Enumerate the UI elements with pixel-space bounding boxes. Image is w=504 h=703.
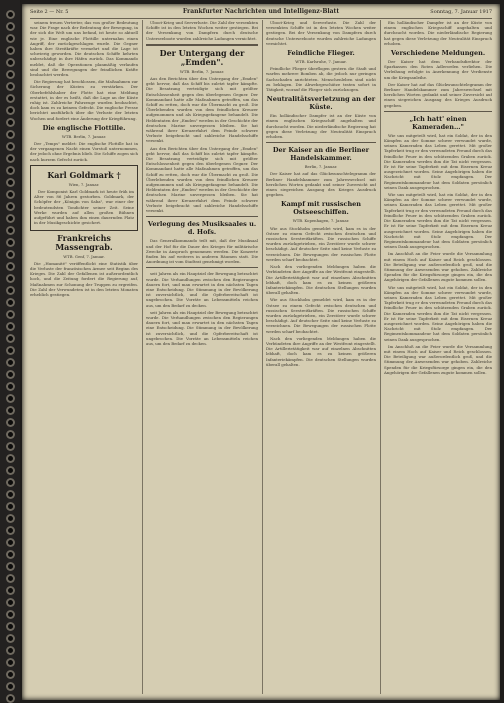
- article-text: Aus den Berichten über den Untergang der „Emden" geht hervor, daß das Schiff bis zuletzt tapfer kämpfte. Die Besatzung verteidigte sich mit größter Entschlossenheit gegen den überlegenen Gegner. Der Kommandant hatte alle Maßnahmen getroffen, um das Schiff zu retten, doch war die Übermacht zu groß. Die Überlebenden wurden von dem feindlichen Kreuzer aufgenommen und als Kriegsgefangene behandelt. Die Heldentaten der „Emden" werden in der Geschichte der deutschen Marine unvergessen bleiben. Sie hat während ihrer Kreuzerfahrt dem Feinde schwere Verluste beigebracht und zahlreiche Handelsschiffe versenkt.: [146, 145, 258, 214]
- binding-hole: [6, 430, 15, 439]
- binding-hole: [6, 394, 15, 403]
- column-divider: [142, 20, 143, 694]
- headline-verlegung: Verlegung des Musiksaales u. d. Hofs.: [147, 220, 257, 237]
- headline-verschiedenes: Verschiedene Meldungen.: [390, 49, 486, 58]
- binding-hole: [6, 634, 15, 643]
- headline-kueste: Neutralitätsverletzung an der Küste.: [266, 95, 376, 112]
- binding-hole: [6, 574, 15, 583]
- dateline: WTB. Kopenhagen, 7. Januar.: [292, 218, 350, 224]
- article-text: Uboot-Krieg und Seeverluste. Die Zahl der versenkten Schiffe ist in den letzten Wochen weiter gestiegen. Bei der Versenkung von Dampfern durch deutsche Unterseeboote wurden zahlreiche Ladungen vernichtet.: [146, 20, 258, 41]
- dateline: Wien, 7. Januar.: [68, 181, 100, 187]
- binding-hole: [6, 178, 15, 187]
- binding-hole: [6, 214, 15, 223]
- binding-hole: [6, 226, 15, 235]
- headline-goldmark: Karl Goldmark †: [47, 169, 121, 180]
- headline-frankreich: Frankreichs Massengrab.: [55, 232, 113, 252]
- page-header: [30, 8, 492, 19]
- binding-hole: [6, 34, 15, 43]
- binding-hole: [6, 454, 15, 463]
- newspaper-page: [22, 4, 500, 700]
- headline-flotte: Die englische Flottille.: [42, 123, 126, 132]
- binding-hole: [6, 142, 15, 151]
- binding-hole: [6, 358, 15, 367]
- binding-hole: [6, 586, 15, 595]
- binding-hole: [6, 322, 15, 331]
- article-text: Im Anschluß an die Feier wurde die Versammlung mit einem Hoch auf Kaiser und Reich geschlossen. Die Beteiligung war außerordentlich groß, und die Stimmung der Anwesenden war gehoben. Zahlreiche Spenden für die Kriegsfürsorge gingen ein, die den Angehörigen der Gefallenen zugute kommen sollen.: [384, 251, 492, 283]
- binding-hole: [6, 490, 15, 499]
- binding-hole: [6, 562, 15, 571]
- article-text: Die „Humanité" veröffentlicht eine Statistik über die Verluste der französischen Armee seit Beginn des Krieges. Die Zahl der Gefallenen ist außerordentlich hoch, und die Zeitung fordert die Regierung auf, Maßnahmen zur Schonung der Truppen zu ergreifen. Die Zahl der Verwundeten ist in den letzten Monaten erheblich gestiegen.: [30, 260, 138, 297]
- article-text: Das Generalkommando teilt mit, daß der Musiksaal und der Hof für die Dauer des Krieges für militärische Zwecke in Anspruch genommen werden. Die Konzerte finden bis auf weiteres in anderen Räumen statt. Die Anordnung ist vom Stadtrat genehmigt worden.: [146, 238, 258, 265]
- binding-hole: [6, 10, 15, 19]
- dateline: WTB. Berlin, 7. Januar.: [179, 68, 225, 74]
- binding-hole: [6, 442, 15, 451]
- goldmark-box: [30, 165, 138, 231]
- issue-date: Sonntag, 7. Januar 1917: [430, 9, 492, 15]
- article-text: Der Kaiser hat dem Verbandsdirektor der Sparkassen den Roten Adlerorden verliehen. Die Verleihung erfolgte in Anerkennung der Verdienste um die Kriegsanleihe.: [384, 59, 492, 80]
- binding-hole: [6, 58, 15, 67]
- article-text: Ein holländischer Dampfer ist an der Küste von einem englischen Kriegsschiff angehalten und durchsucht worden. Die niederländische Regierung hat gegen diese Verletzung der Neutralität Einspruch erhoben.: [384, 20, 492, 46]
- binding-hole: [6, 478, 15, 487]
- section-divider: [146, 216, 258, 217]
- article-text: Feindliche Flieger überflogen gestern die Stadt und warfen mehrere Bomben ab, die jedoch nur geringen Sachschaden anrichteten. Menschenleben sind nicht zu beklagen. Die Abwehrgeschütze traten sofort in Tätigkeit, worauf die Flieger sich zurückzogen.: [266, 66, 376, 93]
- binding-hole: [6, 274, 15, 283]
- article-text: Wie uns mitgeteilt wird, hat ein Soldat, der in den Kämpfen an der Somme schwer verwundet wurde, seinen Kameraden das Leben gerettet. Mit großer Tapferkeit trug er den verwundeten Freund durch das feindliche Feuer in den schützenden Graben zurück. Die Kameraden werden ihm die Tat nicht vergessen. Er ist für seine Tapferkeit mit dem Eisernen Kreuz ausgezeichnet worden. Seine Angehörigen haben die Nachricht mit Stolz empfangen. Der Regimentskommandeur hat dem Soldaten persönlich seinen Dank ausgesprochen.: [384, 132, 492, 190]
- binding-hole: [6, 346, 15, 355]
- binding-hole: [6, 190, 15, 199]
- article-text: Ein holländischer Dampfer ist an der Küste von einem englischen Kriegsschiff angehalten und durchsucht worden. Die niederländische Regierung hat gegen diese Verletzung der Neutralität Einspruch erhoben.: [266, 113, 376, 140]
- binding-hole: [6, 658, 15, 667]
- binding-hole: [6, 466, 15, 475]
- article-text: Uboot-Krieg und Seeverluste. Die Zahl der versenkten Schiffe ist in den letzten Wochen weiter gestiegen. Bei der Versenkung von Dampfern durch deutsche Unterseeboote wurden zahlreiche Ladungen vernichtet.: [266, 20, 376, 46]
- binding-hole: [6, 538, 15, 547]
- headline-kamerad: „Ich hatt' einen Kameraden…": [409, 114, 467, 131]
- binding-hole: [6, 106, 15, 115]
- binding-hole: [6, 166, 15, 175]
- binding-hole: [6, 418, 15, 427]
- binding-hole: [6, 70, 15, 79]
- binding-hole: [6, 502, 15, 511]
- article-text: Wie aus Stockholm gemeldet wird, kam es in der Ostsee zu einem Gefecht zwischen deutschen und russischen Seestreitkräften. Die russischen Schiffe wurden zurückgetrieben, ein Zerstörer wurde schwer beschädigt. Auf deutscher Seite sind keine Verluste zu verzeichnen. Die Bewegungen der russischen Flotte werden scharf beobachtet.: [266, 297, 376, 334]
- article-text: Wie aus Stockholm gemeldet wird, kam es in der Ostsee zu einem Gefecht zwischen deutschen und russischen Seestreitkräften. Die russischen Schiffe wurden zurückgetrieben, ein Zerstörer wurde schwer beschädigt. Auf deutscher Seite sind keine Verluste zu verzeichnen. Die Bewegungen der russischen Flotte werden scharf beobachtet.: [266, 225, 376, 262]
- binding-hole: [6, 550, 15, 559]
- binding-hole: [6, 682, 15, 691]
- column-4: [384, 20, 492, 694]
- binding-hole: [6, 94, 15, 103]
- binding-hole: [6, 406, 15, 415]
- column-divider: [380, 20, 381, 694]
- binding-hole: [6, 334, 15, 343]
- binding-hole: [6, 298, 15, 307]
- binding-hole: [6, 262, 15, 271]
- dateline: Berlin, 7. Januar.: [304, 164, 338, 170]
- article-text: seit Jahren als ein Hauptziel der Bewegung betrachtet wurde. Die Verhandlungen zwischen den Regierungen dauern fort, und man erwartet in den nächsten Tagen eine Entscheidung. Die Stimmung in der Bevölkerung ist zuversichtlich, und die Opferbereitschaft ist ungebrochen. Die Vorräte an Lebensmitteln reichen aus, um den Bedarf zu decken.: [146, 309, 258, 346]
- spiral-binding: [0, 0, 20, 702]
- article-text: Der Kaiser hat auf das Glückwunschtelegramm der Berliner Handelskammer zum Jahreswechsel mit herzlichen Worten gedankt und seiner Zuversicht auf einen siegreichen Ausgang des Krieges Ausdruck gegeben.: [266, 171, 376, 198]
- binding-hole: [6, 370, 15, 379]
- binding-hole: [6, 22, 15, 31]
- newspaper-title: Frankfurter Nachrichten und Intelligenz-Blatt: [182, 8, 340, 15]
- binding-hole: [6, 250, 15, 259]
- column-divider: [262, 20, 263, 694]
- dateline: WTB. Berlin, 7. Januar.: [61, 133, 107, 139]
- binding-hole: [6, 670, 15, 679]
- headline-flieger: Feindliche Flieger.: [287, 49, 355, 58]
- binding-hole: [6, 202, 15, 211]
- dateline: WTB. Karlsruhe, 7. Januar.: [295, 59, 347, 65]
- binding-hole: [6, 286, 15, 295]
- binding-hole: [6, 610, 15, 619]
- article-text: Nach den vorliegenden Meldungen haben die Verbündeten ihre Angriffe an der Westfront eingestellt. Die Artillerietätigkeit war auf einzelnen Abschnitten lebhaft, doch kam es zu keinen größeren Infanteriekämpfen. Die deutschen Stellungen wurden überall gehalten.: [266, 335, 376, 367]
- binding-hole: [6, 154, 15, 163]
- binding-hole: [6, 130, 15, 139]
- article-text: Der Kaiser hat auf das Glückwunschtelegramm der Berliner Handelskammer zum Jahreswechsel mit herzlichen Worten gedankt und seiner Zuversicht auf einen siegreichen Ausgang des Krieges Ausdruck gegeben.: [384, 81, 492, 108]
- column-1: [30, 20, 138, 694]
- article-text: Nach den vorliegenden Meldungen haben die Verbündeten ihre Angriffe an der Westfront eingestellt. Die Artillerietätigkeit war auf einzelnen Abschnitten lebhaft, doch kam es zu keinen größeren Infanteriekämpfen. Die deutschen Stellungen wurden überall gehalten.: [266, 264, 376, 296]
- binding-hole: [6, 598, 15, 607]
- dateline: WTB. Genf, 7. Januar.: [63, 253, 105, 259]
- binding-hole: [6, 514, 15, 523]
- page-number: Seite 2 — Nr. 5: [30, 9, 69, 15]
- headline-russisch: Kampf mit russischen Ostseeschiffen.: [280, 200, 362, 217]
- binding-hole: [6, 622, 15, 631]
- section-divider: [146, 267, 258, 268]
- binding-hole: [6, 310, 15, 319]
- article-text: Wie uns mitgeteilt wird, hat ein Soldat, der in den Kämpfen an der Somme schwer verwundet wurde, seinen Kameraden das Leben gerettet. Mit großer Tapferkeit trug er den verwundeten Freund durch das feindliche Feuer in den schützenden Graben zurück. Die Kameraden werden ihm die Tat nicht vergessen. Er ist für seine Tapferkeit mit dem Eisernen Kreuz ausgezeichnet worden. Seine Angehörigen haben die Nachricht mit Stolz empfangen. Der Regimentskommandeur hat dem Soldaten persönlich seinen Dank ausgesprochen.: [384, 192, 492, 250]
- binding-hole: [6, 526, 15, 535]
- binding-hole: [6, 46, 15, 55]
- article-text: seinem treuen Vertreter, das von großer Bedeutung war. Die Frage nach der Bedeutung der Bewegung, in der sich die Welt um uns befand, ist heute so aktuell wie je. Eine englische Flottille unternahm einen Angriff, der zurückgeschlagen wurde. Die Gegner haben ihre Streitkräfte vermehrt und die Lage ist schwierig geworden. Die deutschen Schiffe kehrten unbeschädigt in ihre Häfen zurück. Das Kommando meldet, daß die Operationen planmäßig verlaufen sind und die Bewegungen der feindlichen Kräfte beobachtet werden.: [30, 20, 138, 78]
- column-2: [146, 20, 258, 694]
- binding-hole: [6, 82, 15, 91]
- section-divider: [266, 142, 376, 143]
- binding-hole: [6, 238, 15, 247]
- article-text: Die Regierung hat beschlossen, die Maßnahmen zur Sicherung der Küsten zu verstärken. Der Oberbefehlshaber der Flotte hat eine Meldung erstattet, in der es heißt, daß die Lage an der Küste ruhig ist. Zahlreiche Fahrzeuge wurden beobachtet, doch kam es zu keinem Gefecht. Die englische Presse berichtet ausführlich über die Verluste der letzten Wochen und fordert eine Änderung der Kriegführung.: [30, 79, 138, 121]
- article-text: Wie uns mitgeteilt wird, hat ein Soldat, der in den Kämpfen an der Somme schwer verwundet wurde, seinen Kameraden das Leben gerettet. Mit großer Tapferkeit trug er den verwundeten Freund durch das feindliche Feuer in den schützenden Graben zurück. Die Kameraden werden ihm die Tat nicht vergessen. Er ist für seine Tapferkeit mit dem Eisernen Kreuz ausgezeichnet worden. Seine Angehörigen haben die Nachricht mit Stolz empfangen. Der Regimentskommandeur hat dem Soldaten persönlich seinen Dank ausgesprochen.: [384, 284, 492, 342]
- binding-hole: [6, 646, 15, 655]
- article-text: seit Jahren als ein Hauptziel der Bewegung betrachtet wurde. Die Verhandlungen zwischen den Regierungen dauern fort, und man erwartet in den nächsten Tagen eine Entscheidung. Die Stimmung in der Bevölkerung ist zuversichtlich, und die Opferbereitschaft ist ungebrochen. Die Vorräte an Lebensmitteln reichen aus, um den Bedarf zu decken.: [146, 271, 258, 308]
- headline-kaiser: Der Kaiser an die Berliner Handelskammer.: [272, 146, 370, 163]
- article-text: Aus den Berichten über den Untergang der „Emden" geht hervor, daß das Schiff bis zuletzt tapfer kämpfte. Die Besatzung verteidigte sich mit größter Entschlossenheit gegen den überlegenen Gegner. Der Kommandant hatte alle Maßnahmen getroffen, um das Schiff zu retten, doch war die Übermacht zu groß. Die Überlebenden wurden von dem feindlichen Kreuzer aufgenommen und als Kriegsgefangene behandelt. Die Heldentaten der „Emden" werden in der Geschichte der deutschen Marine unvergessen bleiben. Sie hat während ihrer Kreuzerfahrt dem Feinde schwere Verluste beigebracht und zahlreiche Handelsschiffe versenkt.: [146, 76, 258, 144]
- article-text: Der „Temps" meldet: Die englische Flottille hat in der vergangenen Nacht einen Vorstoß unternommen, der jedoch ohne Ergebnis blieb. Die Schiffe zogen sich nach kurzem Gefecht zurück.: [30, 141, 138, 162]
- section-divider: [384, 111, 492, 112]
- article-text: Der Komponist Karl Goldmark ist heute früh im Alter von 86 Jahren gestorben. Goldmark, der Schöpfer der „Königin von Saba", war einer der bedeutendsten Tondichter seiner Zeit. Seine Werke wurden auf allen großen Bühnen aufgeführt und haben ihm einen dauernden Platz in der Musikgeschichte gesichert.: [34, 189, 134, 226]
- headline-emden: Der Untergang der „Emden".: [159, 47, 245, 67]
- column-3: [266, 20, 376, 694]
- binding-hole: [6, 382, 15, 391]
- section-divider: [146, 44, 258, 46]
- binding-hole: [6, 118, 15, 127]
- article-text: Im Anschluß an die Feier wurde die Versammlung mit einem Hoch auf Kaiser und Reich geschlossen. Die Beteiligung war außerordentlich groß, und die Stimmung der Anwesenden war gehoben. Zahlreiche Spenden für die Kriegsfürsorge gingen ein, die den Angehörigen der Gefallenen zugute kommen sollen.: [384, 343, 492, 375]
